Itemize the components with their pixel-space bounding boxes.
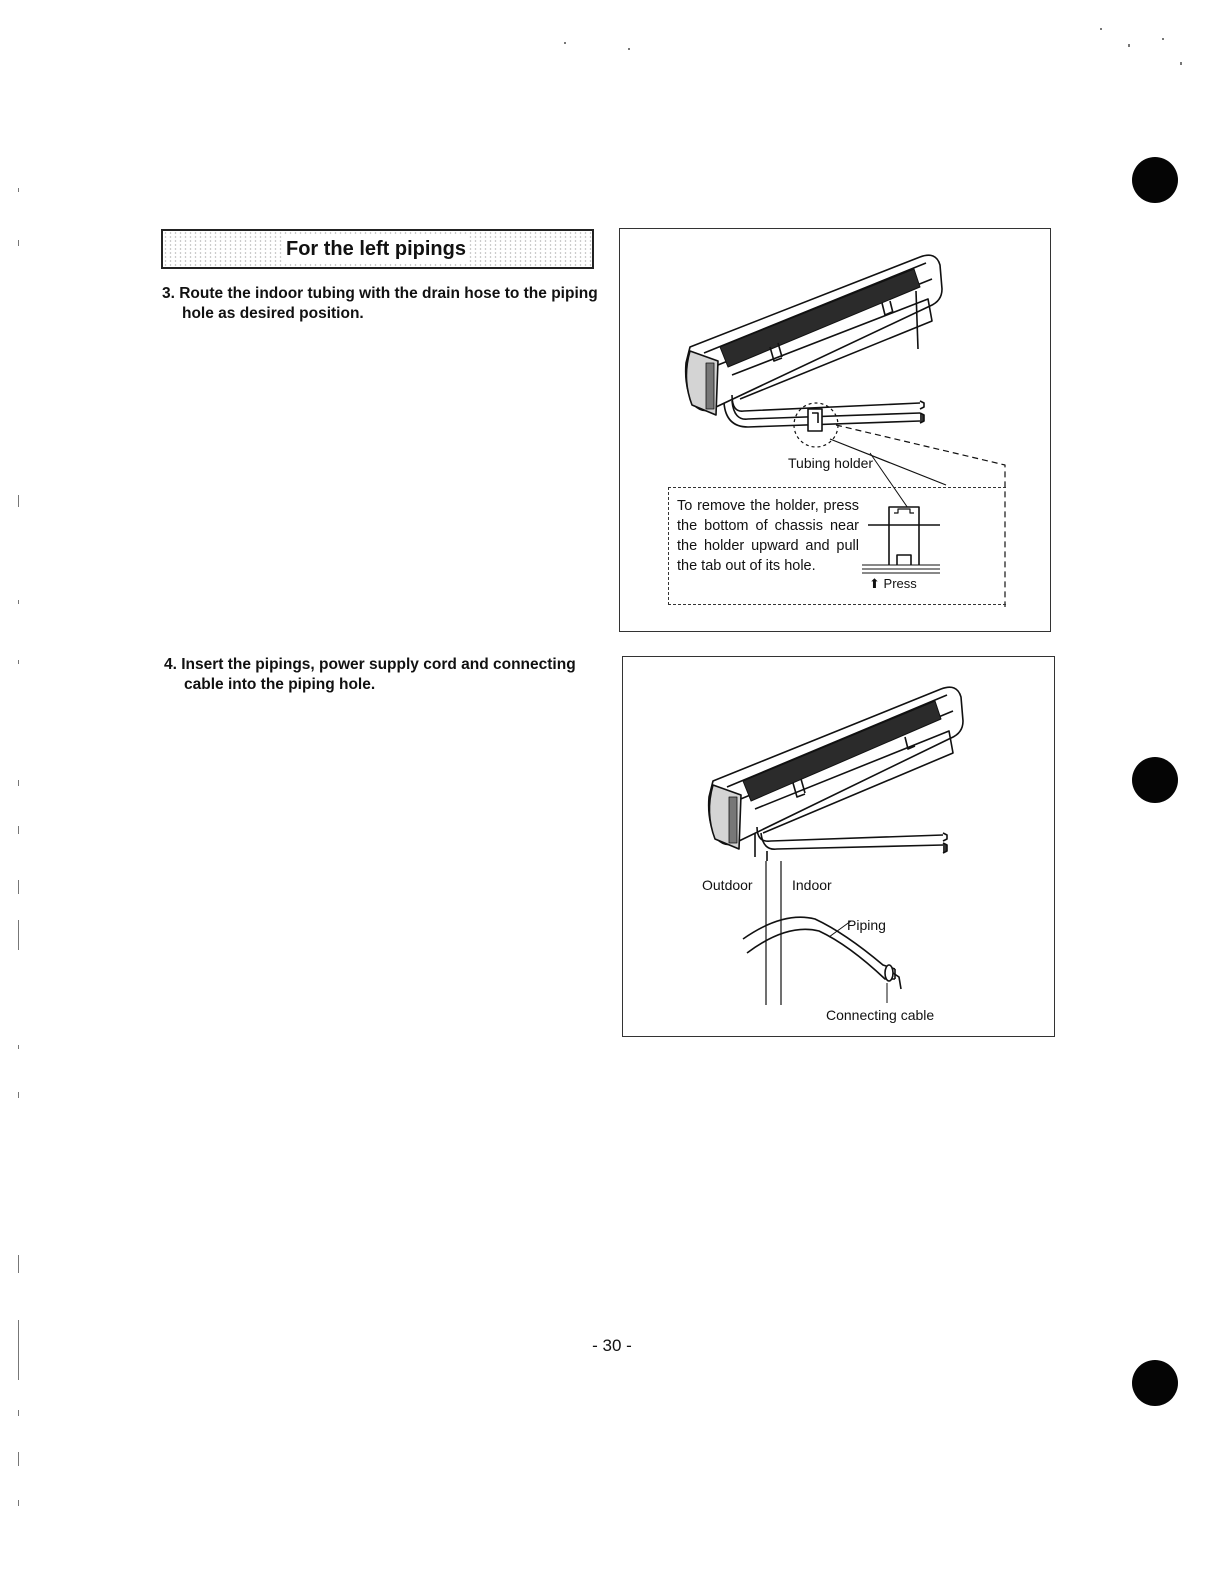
indoor-label: Indoor (792, 877, 832, 893)
press-label: Press (883, 576, 917, 591)
section-title: For the left pipings (283, 236, 469, 262)
up-arrow-icon: ⬆ (869, 576, 880, 591)
tubing-holder-label: Tubing holder (788, 455, 874, 471)
figure-piping-hole (622, 656, 1055, 1037)
punch-hole-top (1132, 157, 1178, 203)
holder-removal-note (668, 487, 1006, 605)
step-4-text: 4. Insert the pipings, power supply cord and connecting cable into the piping hole. (164, 656, 576, 693)
section-header (161, 229, 594, 269)
piping-label: Piping (847, 917, 886, 933)
punch-hole-middle (1132, 757, 1178, 803)
connecting-cable-label: Connecting cable (826, 1007, 935, 1023)
outdoor-label: Outdoor (702, 877, 753, 893)
holder-removal-instruction: To remove the holder, press the bottom of chassis near the holder upward and pull the tab out of its hole. (677, 498, 859, 574)
press-indicator (869, 576, 917, 592)
step-3-text: 3. Route the indoor tubing with the drain hose to the piping hole as desired position. (162, 285, 598, 322)
page-number: - 30 - (592, 1336, 632, 1355)
piping-hole-illustration (623, 657, 1056, 1038)
punch-hole-bottom (1132, 1360, 1178, 1406)
figure-tubing-holder (619, 228, 1051, 632)
